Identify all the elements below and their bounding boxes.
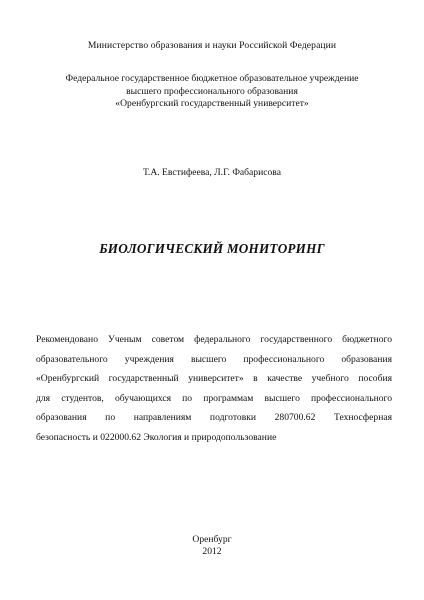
recommendation-line: образования по направлениям подготовки 280700.62 Техносферная [36, 412, 392, 424]
recommendation-line: безопасность и 022000.62 Экология и природопользование [36, 431, 277, 443]
authors: Т.А. Евстифеева, Л.Г. Фабарисова [143, 167, 281, 178]
recommendation-line: для студентов, обучающихся по программам высшего профессионального [36, 392, 392, 404]
institution-line: Федеральное государственное бюджетное образовательное учреждение [65, 73, 359, 84]
recommendation-paragraph [36, 330, 392, 448]
recommendation-line: Рекомендовано Ученым советом федерального государственного бюджетного [36, 334, 392, 345]
recommendation-line: «Оренбургский государственный университет» в качестве учебного пособия [36, 373, 392, 385]
recommendation-line: образовательного учреждения высшего профессионального образования [36, 353, 392, 365]
institution-line: «Оренбургский государственный университет» [115, 98, 309, 109]
institution-line: высшего профессионального образования [126, 85, 298, 97]
ministry-header: Министерство образования и науки Российской Федерации [87, 40, 337, 51]
institution-header [0, 73, 424, 111]
document-title: БИОЛОГИЧЕСКИЙ МОНИТОРИНГ [99, 241, 325, 256]
publication-city: Оренбург [192, 534, 232, 545]
publication-year: 2012 [202, 546, 222, 557]
